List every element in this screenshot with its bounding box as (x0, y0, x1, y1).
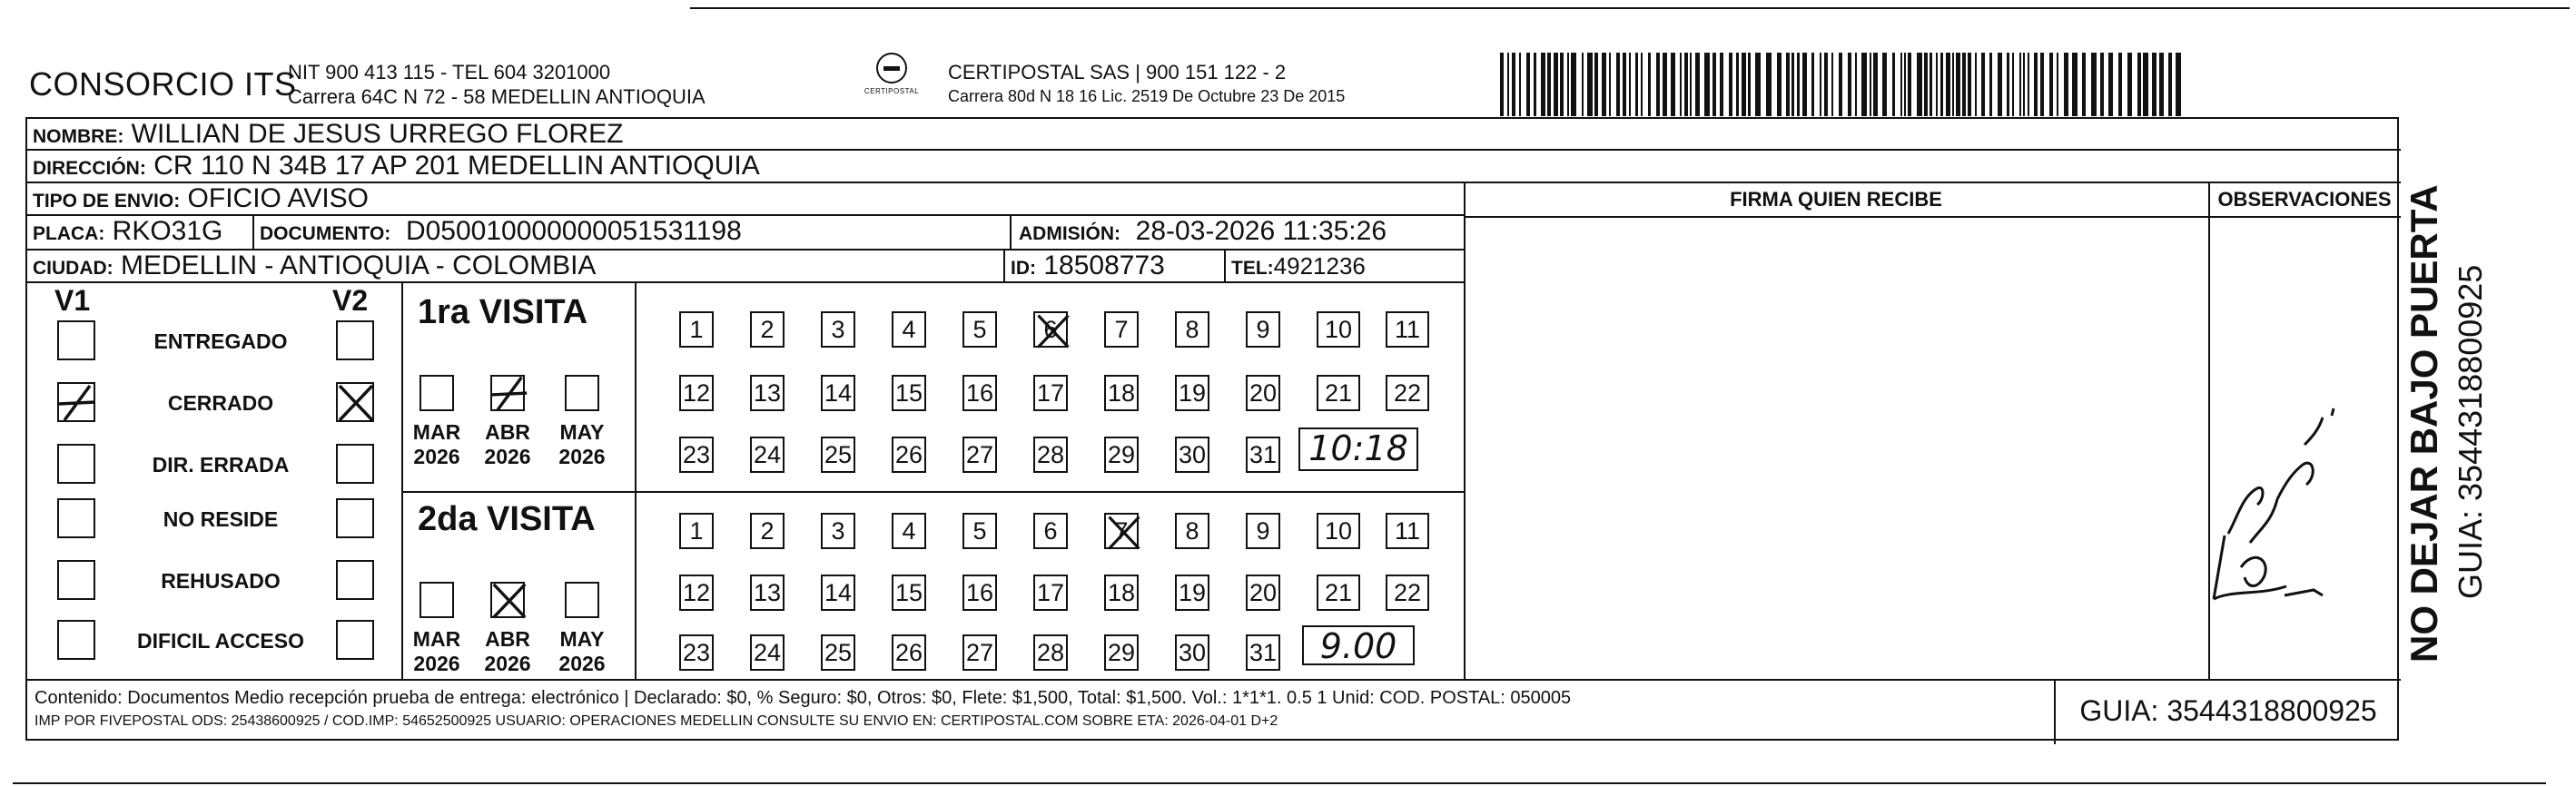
barcode-bar (1582, 53, 1584, 116)
day-checkbox[interactable]: 6 (1033, 311, 1068, 348)
v2-checkbox[interactable] (336, 320, 374, 360)
day-checkbox[interactable]: 24 (750, 437, 785, 473)
barcode-bar (2023, 53, 2025, 116)
id-value: 18508773 (1043, 251, 1165, 280)
day-checkbox[interactable]: 30 (1175, 437, 1209, 473)
day-checkbox[interactable]: 17 (1033, 375, 1068, 411)
day-checkbox[interactable]: 3 (821, 513, 855, 549)
barcode-bar (1680, 53, 1682, 116)
barcode-bar (2012, 53, 2014, 116)
v1-checkbox[interactable] (57, 444, 95, 484)
day-checkbox[interactable]: 26 (892, 634, 926, 671)
day-checkbox[interactable]: 3 (821, 311, 855, 348)
day-checkbox[interactable]: 5 (962, 311, 997, 348)
v1-checkbox[interactable] (57, 620, 95, 660)
day-checkbox[interactable]: 30 (1175, 634, 1209, 671)
barcode-bar (2108, 53, 2113, 116)
barcode-bar (2100, 53, 2104, 116)
month-label: ABR 2026 (484, 420, 531, 468)
day-checkbox[interactable]: 27 (962, 437, 997, 473)
v2-checkbox[interactable] (336, 444, 374, 484)
barcode-bar (2159, 53, 2164, 116)
barcode-bar (1861, 53, 1867, 116)
barcode-bar (1635, 53, 1638, 116)
day-checkbox[interactable]: 31 (1246, 634, 1280, 671)
placa-value: RKO31G (112, 216, 223, 246)
v2-checkbox[interactable] (336, 620, 374, 660)
status-label: CERRADO (167, 391, 274, 415)
barcode-bar (1917, 53, 1922, 116)
handwritten-signature (2177, 381, 2377, 653)
barcode-bar (1802, 53, 1807, 116)
barcode-bar (1855, 53, 1857, 116)
barcode-bar (2127, 53, 2132, 116)
barcode-bar (2064, 53, 2068, 116)
footer (27, 679, 2401, 742)
barcode-bar (2057, 53, 2058, 116)
barcode-bar (1998, 53, 2002, 116)
day-checkbox[interactable]: 20 (1246, 575, 1280, 611)
barcode-bar (1507, 53, 1509, 116)
day-checkbox[interactable]: 22 (1386, 375, 1429, 411)
barcode-bar (1904, 53, 1906, 116)
day-checkbox[interactable]: 6 (1033, 513, 1068, 549)
status-label: DIR. ERRADA (152, 453, 290, 477)
day-checkbox[interactable]: 11 (1386, 311, 1429, 348)
day-checkbox[interactable]: 4 (892, 311, 926, 348)
barcode-bar (1704, 53, 1710, 116)
barcode-bar (1755, 53, 1761, 116)
barcode-bar (2137, 53, 2141, 116)
v1-checkbox[interactable] (57, 382, 95, 422)
header (29, 53, 2553, 116)
month-checkbox[interactable] (565, 582, 599, 618)
v2-checkbox[interactable] (336, 560, 374, 600)
direccion-value: CR 110 N 34B 17 AP 201 MEDELLIN ANTIOQUIA (153, 151, 760, 181)
month-checkbox[interactable] (490, 582, 525, 618)
day-checkbox[interactable]: 14 (821, 575, 855, 611)
barcode-bar (1831, 53, 1833, 116)
day-checkbox[interactable]: 7 (1104, 513, 1139, 549)
barcode-bar (1695, 53, 1700, 116)
barcode-bar (1684, 53, 1688, 116)
barcode-bar (1547, 53, 1551, 116)
barcode-bar (1712, 53, 1716, 116)
top-edge-line (690, 7, 2570, 9)
barcode-bar (1968, 53, 1971, 116)
ciudad-value: MEDELLIN - ANTIOQUIA - COLOMBIA (121, 251, 597, 280)
month-label: MAY 2026 (558, 627, 606, 675)
barcode-bar (1720, 53, 1723, 116)
day-checkbox[interactable]: 7 (1104, 311, 1139, 348)
day-checkbox[interactable]: 25 (821, 437, 855, 473)
day-checkbox[interactable]: 19 (1175, 375, 1209, 411)
status-label: REHUSADO (161, 569, 281, 593)
day-checkbox[interactable]: 8 (1175, 311, 1209, 348)
admision-value: 28-03-2026 11:35:26 (1135, 216, 1387, 246)
day-checkbox[interactable]: 1 (679, 311, 714, 348)
day-checkbox[interactable]: 1 (679, 513, 714, 549)
barcode-bar (1560, 53, 1564, 116)
day-checkbox[interactable]: 28 (1033, 437, 1068, 473)
barcode-bar (2028, 53, 2029, 116)
guia-number: GUIA: 3544318800925 (2054, 681, 2401, 744)
barcode-bar (1742, 53, 1746, 116)
content-text: Contenido: Documentos Medio recepción prueba de entrega: electrónico | Declarado: $0, % Seguro: $0, Otros: $0, Flete: $1,500, Total: $1,500. Vol.: 1*1*1. 0.5 1 Unid: COD. POSTAL: 050005 IMP POR FIVEPOSTAL ODS: 25438600925 / COD.IMP: 54652500925 USUARIO: OPERACIONES MEDELLIN CONSULTE SU ENVIO EN: CERTIPOSTAL.COM SOBRE ETA: 2026-04-01 D+2 (35, 688, 1572, 729)
barcode-bar (1641, 53, 1643, 116)
month-label: ABR 2026 (484, 627, 531, 675)
day-checkbox[interactable]: 19 (1175, 575, 1209, 611)
day-checkbox[interactable]: 16 (962, 575, 997, 611)
barcode-bar (1690, 53, 1692, 116)
nombre-value: WILLIAN DE JESUS URREGO FLOREZ (131, 119, 624, 149)
logo-icon (876, 53, 907, 84)
day-checkbox[interactable]: 8 (1175, 513, 1209, 549)
barcode-bar (1541, 53, 1545, 116)
day-checkbox[interactable]: 27 (962, 634, 997, 671)
barcode-bar (1940, 53, 1943, 116)
barcode-bar (1623, 53, 1626, 116)
day-checkbox[interactable]: 5 (962, 513, 997, 549)
day-checkbox[interactable]: 2 (750, 513, 785, 549)
barcode-bar (1870, 53, 1871, 116)
certipostal-logo: CERTIPOSTAL (860, 53, 923, 107)
barcode-bar (1975, 53, 1977, 116)
documento-value: D050010000000051531198 (405, 216, 742, 246)
day-checkbox[interactable]: 22 (1386, 575, 1429, 611)
barcode-bar (1534, 53, 1536, 116)
day-checkbox[interactable]: 13 (750, 375, 785, 411)
row-tipo: TIPO DE ENVIO: OFICIO AVISO (27, 183, 1464, 216)
day-checkbox[interactable]: 31 (1246, 437, 1280, 473)
visit2-title: 2da VISITA (418, 500, 596, 538)
company-name: CONSORCIO ITS (29, 65, 297, 103)
barcode-bar (1748, 53, 1751, 116)
day-checkbox[interactable]: 10 (1317, 311, 1360, 348)
observaciones-header: OBSERVACIONES (2217, 188, 2392, 211)
month-checkbox[interactable] (419, 582, 454, 618)
row-nombre: NOMBRE: WILLIAN DE JESUS URREGO FLOREZ (27, 119, 2401, 151)
month-label: MAY 2026 (558, 420, 606, 468)
month-label: MAR 2026 (412, 627, 461, 675)
day-checkbox[interactable]: 9 (1246, 311, 1280, 348)
day-checkbox[interactable]: 11 (1386, 513, 1429, 549)
barcode-bar (2168, 53, 2172, 116)
day-checkbox[interactable]: 21 (1317, 575, 1360, 611)
status-label: DIFICIL ACCESO (136, 629, 304, 653)
day-checkbox[interactable]: 4 (892, 513, 926, 549)
bottom-edge-line (13, 782, 2546, 784)
barcode-bar (1936, 53, 1938, 116)
barcode-bar (1656, 53, 1660, 116)
barcode-bar (1602, 53, 1606, 116)
tel-value: 4921236 (1273, 252, 1366, 280)
day-checkbox[interactable]: 23 (679, 437, 714, 473)
barcode-bar (1946, 53, 1950, 116)
day-checkbox[interactable]: 18 (1104, 375, 1139, 411)
barcode-bar (1594, 53, 1598, 116)
side-guia: GUIA: 3544318800925 (2452, 264, 2489, 599)
barcode-bar (2091, 53, 2097, 116)
barcode-bar (1587, 53, 1593, 116)
day-checkbox[interactable]: 14 (821, 375, 855, 411)
day-checkbox[interactable]: 18 (1104, 575, 1139, 611)
barcode-bar (1797, 53, 1800, 116)
barcode-bar (1571, 53, 1576, 116)
v1-checkbox[interactable] (57, 560, 95, 600)
day-checkbox[interactable]: 23 (679, 634, 714, 671)
barcode-bar (2034, 53, 2038, 116)
barcode-bar (1729, 53, 1732, 116)
barcode-bar (2019, 53, 2021, 116)
barcode-bar (2049, 53, 2053, 116)
barcode-bar (1567, 53, 1569, 116)
v2-header: V2 (332, 284, 369, 317)
barcode-bar (1962, 53, 1966, 116)
month-checkbox[interactable] (419, 375, 454, 411)
tipo-value: OFICIO AVISO (187, 183, 370, 213)
barcode-bar (2118, 53, 2122, 116)
day-checkbox[interactable]: 20 (1246, 375, 1280, 411)
barcode-bar (1554, 53, 1558, 116)
visit1-time: 10:18 (1298, 427, 1418, 471)
barcode-bar (1671, 53, 1675, 116)
row-ciudad: CIUDAD: MEDELLIN - ANTIOQUIA - COLOMBIA ID: 18508773 TEL:4921236 (27, 251, 1464, 283)
month-label: MAR 2026 (412, 420, 461, 468)
barcode-bar (1908, 53, 1911, 116)
barcode-bar (1786, 53, 1790, 116)
barcode-bar (1500, 53, 1504, 116)
day-checkbox[interactable]: 10 (1317, 513, 1360, 549)
day-checkbox[interactable]: 29 (1104, 437, 1139, 473)
day-checkbox[interactable]: 12 (679, 375, 714, 411)
month-checkbox[interactable] (490, 375, 525, 411)
barcode-bar (1736, 53, 1739, 116)
day-checkbox[interactable]: 24 (750, 634, 785, 671)
month-checkbox[interactable] (565, 375, 599, 411)
barcode-bar (2082, 53, 2086, 116)
barcode (1500, 53, 2190, 116)
barcode-bar (2040, 53, 2044, 116)
day-checkbox[interactable]: 29 (1104, 634, 1139, 671)
day-checkbox[interactable]: 12 (679, 575, 714, 611)
barcode-bar (1519, 53, 1521, 116)
barcode-bar (1663, 53, 1667, 116)
row-placa: PLACA: RKO31G DOCUMENTO: D050010000000051531198 ADMISIÓN: 28-03-2026 11:35:26 (27, 216, 1464, 251)
side-note: NO DEJAR BAJO PUERTA (2403, 184, 2445, 663)
barcode-bar (2143, 53, 2148, 116)
day-checkbox[interactable]: 17 (1033, 575, 1068, 611)
barcode-bar (1512, 53, 1515, 116)
v2-checkbox[interactable] (336, 382, 374, 422)
day-checkbox[interactable]: 28 (1033, 634, 1068, 671)
visit1-title: 1ra VISITA (418, 293, 588, 331)
barcode-bar (1981, 53, 1985, 116)
barcode-bar (2152, 53, 2157, 116)
barcode-bar (1824, 53, 1828, 116)
day-checkbox[interactable]: 26 (892, 437, 926, 473)
barcode-bar (1766, 53, 1772, 116)
barcode-bar (1924, 53, 1928, 116)
row-direccion: DIRECCIÓN: CR 110 N 34B 17 AP 201 MEDELLIN ANTIOQUIA (27, 151, 2401, 183)
day-checkbox[interactable]: 15 (892, 375, 926, 411)
day-checkbox[interactable]: 2 (750, 311, 785, 348)
status-label: NO RESIDE (163, 507, 279, 531)
day-checkbox[interactable]: 16 (962, 375, 997, 411)
barcode-bar (1956, 53, 1960, 116)
barcode-bar (1848, 53, 1851, 116)
barcode-bar (1900, 53, 1902, 116)
v1-header: V1 (54, 284, 91, 317)
barcode-bar (1989, 53, 1992, 116)
barcode-bar (1648, 53, 1651, 116)
v2-checkbox[interactable] (336, 498, 374, 538)
barcode-bar (2007, 53, 2009, 116)
barcode-bar (1791, 53, 1794, 116)
day-checkbox[interactable]: 9 (1246, 513, 1280, 549)
day-checkbox[interactable]: 21 (1317, 375, 1360, 411)
barcode-bar (1839, 53, 1842, 116)
v1-checkbox[interactable] (57, 320, 95, 360)
barcode-bar (1616, 53, 1620, 116)
barcode-bar (1930, 53, 1932, 116)
status-label: ENTREGADO (153, 329, 288, 353)
delivery-form (25, 117, 2399, 741)
barcode-bar (1777, 53, 1781, 116)
v1-checkbox[interactable] (57, 498, 95, 538)
day-checkbox[interactable]: 15 (892, 575, 926, 611)
barcode-bar (2176, 53, 2181, 116)
barcode-bar (1820, 53, 1821, 116)
barcode-bar (1629, 53, 1631, 116)
day-checkbox[interactable]: 13 (750, 575, 785, 611)
barcode-bar (1892, 53, 1895, 116)
firma-header: FIRMA QUIEN RECIBE (1730, 188, 1942, 211)
visit2-time: 9.00 (1302, 625, 1415, 665)
day-checkbox[interactable]: 25 (821, 634, 855, 671)
barcode-bar (2072, 53, 2078, 116)
barcode-bar (1609, 53, 1611, 116)
barcode-bar (1952, 53, 1954, 116)
barcode-bar (1873, 53, 1878, 116)
barcode-bar (1811, 53, 1814, 116)
certipostal-info: CERTIPOSTAL SAS | 900 151 122 - 2 Carrera 80d N 18 16 Lic. 2519 De Octubre 23 De 2015 (948, 61, 1346, 105)
company-info: NIT 900 413 115 - TEL 604 3201000 Carrera 64C N 72 - 58 MEDELLIN ANTIOQUIA (288, 61, 706, 108)
barcode-bar (1526, 53, 1530, 116)
barcode-bar (1882, 53, 1887, 116)
